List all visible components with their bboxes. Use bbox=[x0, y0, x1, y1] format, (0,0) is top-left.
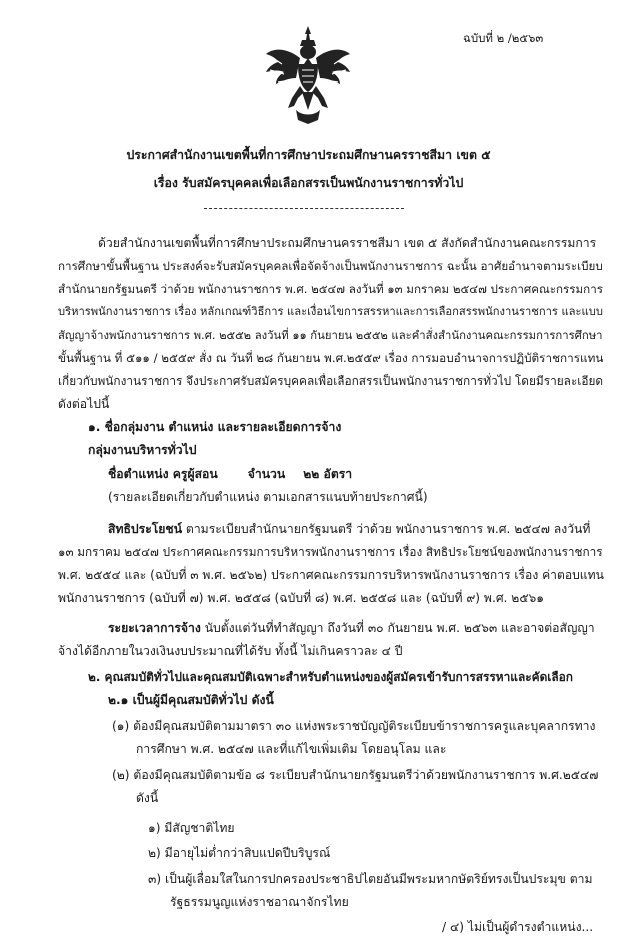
period-row bbox=[108, 620, 595, 636]
sub-item-3-line: รัฐธรรมนูญแห่งราชอาณาจักรไทย bbox=[170, 895, 349, 909]
qualification-2-line: (๒) ต้องมีคุณสมบัติตามข้อ ๘ ระเบียบสำนักนายกรัฐมนตรีว่าด้วยพนักงานราชการ พ.ศ.๒๕๔๗ bbox=[112, 768, 599, 782]
benefit-row bbox=[108, 521, 590, 537]
sub-item-3-line: ๓) เป็นผู้เลื่อมใสในการปกครองประชาธิปไตยอันมีพระมหากษัตริย์ทรงเป็นประมุข ตาม bbox=[148, 872, 593, 886]
benefit-line: ตามระเบียบสำนักนายกรัฐมนตรี ว่าด้วย พนักงานราชการ พ.ศ. ๒๕๔๗ ลงวันที่ bbox=[185, 522, 591, 536]
position-name: ชื่อตำแหน่ง ครูผู้สอน bbox=[108, 467, 218, 481]
period-line: นับตั้งแต่วันที่ทำสัญญา ถึงวันที่ ๓๐ กันยายน พ.ศ. ๒๕๖๓ และอาจต่อสัญญา bbox=[204, 621, 595, 635]
section-2-heading: ๒. คุณสมบัติทั่วไปและคุณสมบัติเฉพาะสำหรับตำแหน่งของผู้สมัครเข้ารับการสรรหาและคัดเลือก bbox=[88, 670, 573, 684]
section-1-position-row bbox=[108, 466, 352, 482]
qualification-2-line: ดังนี้ bbox=[136, 791, 159, 805]
document-number: ฉบับที่ ๒ /๒๕๖๓ bbox=[463, 31, 544, 45]
sub-item-2: ๒) มีอายุไม่ต่ำกว่าสิบแปดปีบริบูรณ์ bbox=[148, 846, 331, 860]
benefit-line: พนักงานราชการ (ฉบับที่ ๗) พ.ศ. ๒๕๕๘ (ฉบับที่ ๘) พ.ศ. ๒๕๕๘ และ (ฉบับที่ ๙) พ.ศ. ๒๕๖๑ bbox=[58, 591, 545, 605]
qualification-1-line: (๑) ต้องมีคุณสมบัติตามมาตรา ๓๐ แห่งพระราชบัญญัติระเบียบข้าราชการครูและบุคลากรทาง bbox=[112, 719, 596, 733]
intro-line: ดังต่อไปนี้ bbox=[58, 397, 110, 411]
title-line-1: ประกาศสำนักงานเขตพื้นที่การศึกษาประถมศึกษานครราชสีมา เขต ๕ bbox=[126, 148, 491, 162]
intro-line: การศึกษาขั้นพื้นฐาน ประสงค์จะรับสมัครบุคคลเพื่อจัดจ้างเป็นพนักงานราชการ ฉะนั้น อาศัยอำนาจตามระเบียบ bbox=[58, 259, 603, 273]
benefit-line: พ.ศ. ๒๕๕๔ และ (ฉบับที่ ๓ พ.ศ. ๒๕๖๒) ประกาศคณะกรรมการบริหารพนักงานราชการ เรื่อง ค่าตอบแทน bbox=[58, 568, 604, 582]
title-divider bbox=[204, 208, 404, 209]
section-1-group: กลุ่มงานบริหารทั่วไป bbox=[88, 443, 197, 457]
sub-item-1: ๑) มีสัญชาติไทย bbox=[148, 821, 235, 835]
title-line-2: เรื่อง รับสมัครบุคคลเพื่อเลือกสรรเป็นพนักงานราชการทั่วไป bbox=[153, 176, 464, 190]
position-note: (รายละเอียดเกี่ยวกับตำแหน่ง ตามเอกสารแนบท้ายประกาศนี้) bbox=[108, 490, 428, 504]
intro-line: สำนักนายกรัฐมนตรี ว่าด้วย พนักงานราชการ พ.ศ. ๒๕๔๗ ลงวันที่ ๑๓ มกราคม ๒๕๔๗ ประกาศคณะกรรมการ bbox=[58, 282, 603, 296]
benefit-line: ๑๓ มกราคม ๒๕๔๗ ประกาศคณะกรรมการบริหารพนักงานราชการ เรื่อง สิทธิประโยชน์ของพนักงานราชการ bbox=[58, 545, 603, 559]
intro-line: บริหารพนักงานราชการ เรื่อง หลักเกณฑ์วิธีการ และเงื่อนไขการสรรหาและการเลือกสรรพนักงานราชการ และแบบ bbox=[58, 305, 603, 318]
intro-line: ขั้นพื้นฐาน ที่ ๕๑๑ / ๒๕๕๙ สั่ง ณ วันที่ ๒๘ กันยายน พ.ศ.๒๕๕๙ เรื่อง การมอบอำนาจการปฏิบัติราชการแทน bbox=[58, 351, 604, 365]
qualification-1-line: การศึกษา พ.ศ. ๒๕๔๗ และที่แก้ไขเพิ่มเติม โดยอนุโลม และ bbox=[136, 742, 447, 756]
intro-line: ด้วยสำนักงานเขตพื้นที่การศึกษาประถมศึกษานครราชสีมา เขต ๕ สังกัดสำนักงานคณะกรรมการ bbox=[98, 236, 597, 250]
section-2-1-heading: ๒.๑ เป็นผู้มีคุณสมบัติทั่วไป ดังนี้ bbox=[108, 693, 274, 707]
intro-line: สัญญาจ้างพนักงานราชการ พ.ศ. ๒๕๕๒ ลงวันที่ ๑๑ กันยายน ๒๕๕๒ และคำสั่งสำนักงานคณะกรรมการการศึกษา bbox=[58, 328, 603, 342]
intro-line: เกี่ยวกับพนักงานราชการ จึงประกาศรับสมัครบุคคลเพื่อเลือกสรรเป็นพนักงานราชการทั่วไป โดยมีรายละเอียด bbox=[58, 374, 604, 388]
section-1-heading: ๑. ชื่อกลุ่มงาน ตำแหน่ง และรายละเอียดการจ้าง bbox=[88, 420, 342, 434]
period-label: ระยะเวลาการจ้าง bbox=[108, 621, 201, 635]
benefit-label: สิทธิประโยชน์ bbox=[108, 522, 183, 536]
period-line: จ้างได้อีกภายในวงเงินงบประมาณที่ได้รับ ทั้งนี้ ไม่เกินคราวละ ๔ ปี bbox=[58, 644, 403, 658]
quota-value: ๒๒ อัตรา bbox=[303, 467, 353, 481]
quota-label: จำนวน bbox=[247, 467, 286, 481]
garuda-emblem-icon bbox=[262, 24, 354, 126]
continuation-note: / ๔) ไม่เป็นผู้ดำรงตำแหน่ง... bbox=[442, 920, 594, 934]
